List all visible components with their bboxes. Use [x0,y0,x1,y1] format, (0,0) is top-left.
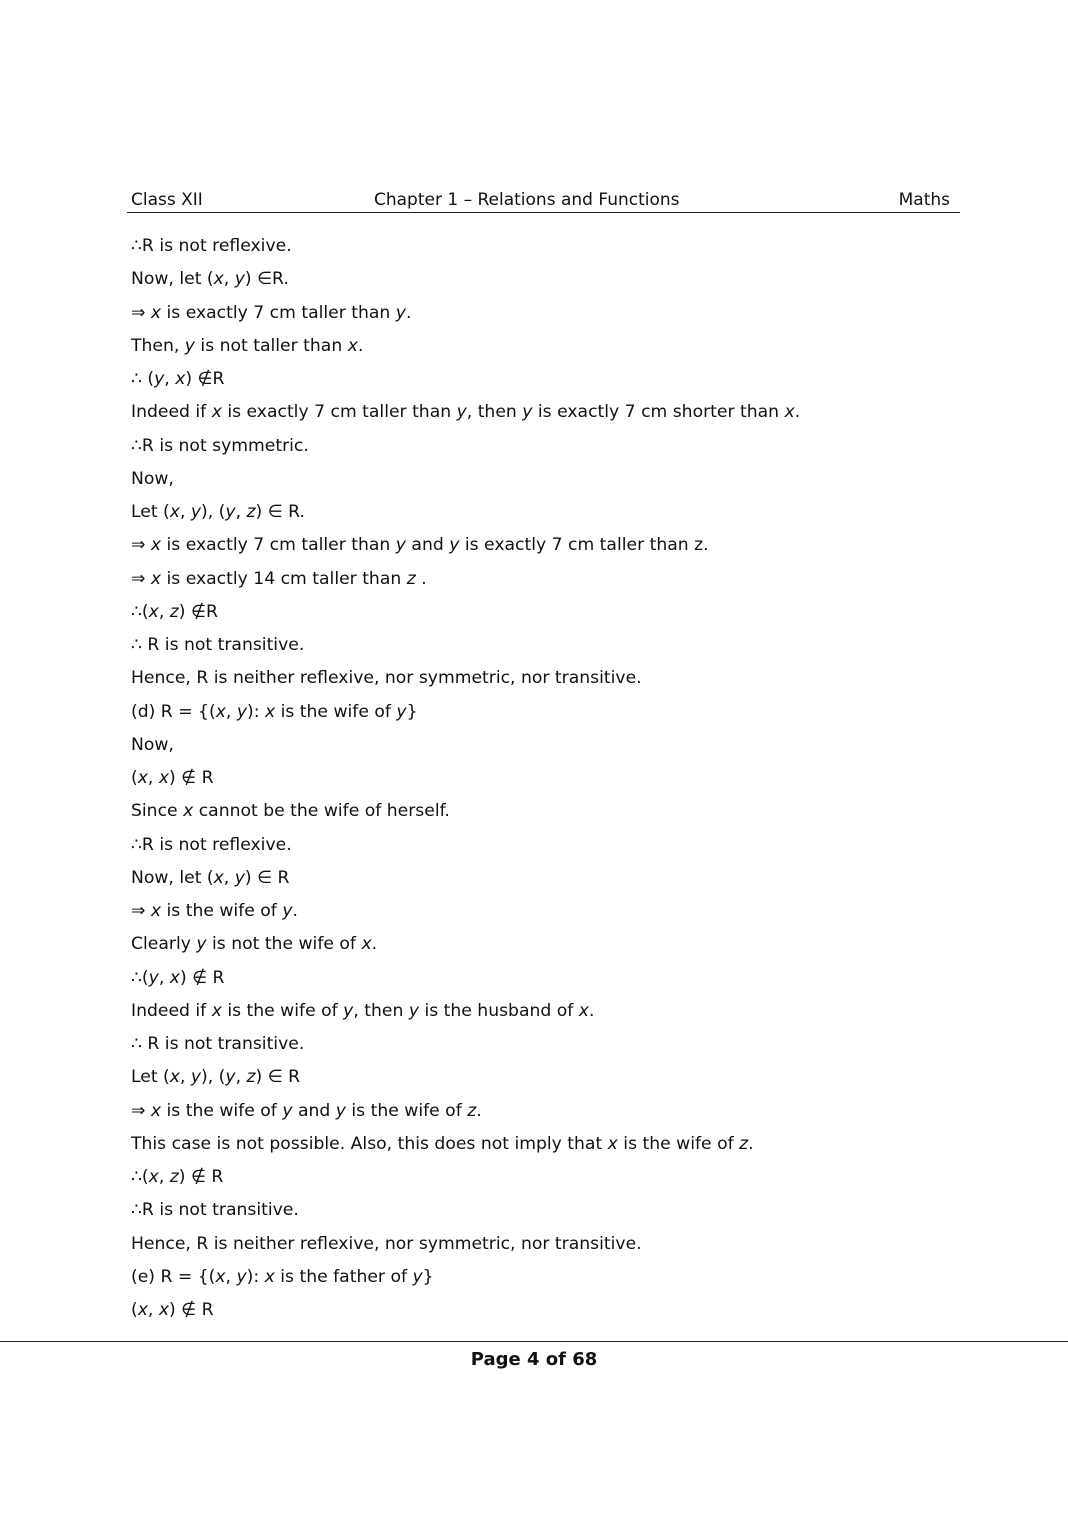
text-segment: ) ∉ R [178,1167,224,1187]
text-segment: . [748,1133,754,1154]
math-variable: y [395,535,406,556]
class-label: Class XII [131,190,203,210]
text-segment: } [406,701,418,722]
text-segment: , [223,867,235,888]
text-line [131,899,971,932]
text-segment: , [147,768,159,788]
math-variable: y [184,335,195,356]
math-variable: x [183,801,194,822]
text-segment: is exactly 7 cm taller than [221,402,457,423]
math-variable: y [522,402,533,423]
text-line [131,666,971,699]
math-variable: y [282,901,293,921]
text-line [131,400,971,433]
text-segment: is the wife of [275,701,397,722]
text-segment: is exactly 7 cm taller than [161,535,396,556]
text-segment: . [405,302,412,323]
text-segment: . [588,1000,595,1021]
text-segment: , [147,1300,159,1320]
text-line [131,1065,971,1098]
math-variable: x [175,369,186,389]
math-variable: x [137,768,148,788]
math-variable: x [784,402,795,423]
text-segment: ) ∉ R [169,768,214,788]
text-segment: ∴ R is not transitive. [131,1034,305,1054]
math-variable: x [578,1000,589,1021]
text-segment: cannot be the wife of herself. [193,801,450,822]
text-segment: is the wife of [345,1100,468,1121]
math-variable: y [236,701,247,722]
page-number: Page 4 of 68 [470,1349,598,1370]
math-variable: y [282,1100,293,1121]
text-line [131,700,971,733]
text-segment: Let ( [131,1067,170,1088]
math-variable: y [190,1067,202,1088]
text-segment: , then [466,402,523,423]
text-line [131,1298,971,1331]
text-line [131,1165,971,1198]
text-segment: is not taller than [194,335,348,356]
text-line [131,434,971,467]
text-segment: ) ∉ R [169,1300,214,1320]
text-segment: is the wife of [161,901,283,921]
math-variable: y [395,302,406,323]
math-variable: x [347,335,358,356]
math-variable: y [190,502,202,522]
math-variable: x [211,1000,222,1021]
math-variable: x [150,1100,162,1121]
text-segment: ( [131,768,138,788]
math-variable: x [215,701,226,722]
math-variable: x [211,402,222,423]
math-variable: y [148,967,159,988]
text-segment: Indeed if [131,402,212,423]
text-line [131,1099,971,1132]
text-segment: . [415,568,427,589]
text-segment: This case is not possible. Also, this does not imply that [131,1133,608,1154]
text-segment: is the wife of [617,1133,740,1154]
text-line [131,334,971,367]
text-segment: Then, [131,335,185,356]
text-segment: , [223,269,235,290]
math-variable: z [467,1100,477,1121]
text-segment: . [292,901,298,921]
math-variable: y [408,1000,419,1021]
text-segment: , [225,701,237,722]
math-variable: x [158,768,169,788]
text-segment: ): [246,701,265,722]
text-segment: Since [131,801,184,822]
text-segment: is the wife of [161,1100,283,1121]
text-line [131,833,971,866]
text-segment: , [179,502,191,522]
text-segment: ⇒ [131,535,151,556]
math-variable: x [215,1266,226,1287]
math-variable: y [396,701,407,722]
text-segment: ∴ ( [131,369,155,389]
math-variable: x [148,1167,159,1187]
text-segment: ⇒ [131,901,151,921]
math-variable: x [158,1300,169,1320]
text-segment: ⇒ [131,568,151,589]
math-variable: x [169,502,180,522]
text-line [131,600,971,633]
document-body [131,234,971,1331]
text-line [131,467,971,500]
math-variable: x [148,601,159,622]
text-segment: ): [246,1266,265,1287]
text-segment: is exactly 7 cm shorter than [532,402,785,423]
text-line [131,301,971,334]
text-line [131,766,971,799]
text-line [131,932,971,965]
text-segment: ∴R is not reflexive. [131,834,292,855]
math-variable: x [150,901,162,921]
math-variable: z [169,601,179,622]
page-header [127,189,960,213]
text-line [131,500,971,533]
text-segment: ∴R is not symmetric. [131,435,309,456]
text-segment: is exactly 7 cm taller than [161,302,396,323]
math-variable: y [234,867,245,888]
text-segment: ) ∉R [178,601,218,622]
math-variable: z [246,1067,256,1088]
text-line [131,799,971,832]
text-segment: Now, [131,734,174,755]
math-variable: z [246,502,256,522]
text-segment: ∴ R is not transitive. [131,635,305,655]
text-segment: ∴( [131,967,149,988]
text-segment: is the husband of [418,1000,579,1021]
text-segment: ) ∈ R [244,867,290,888]
text-segment: ⇒ [131,1100,151,1121]
text-segment: ∴( [131,1167,149,1187]
text-segment: , [158,1167,170,1187]
text-line [131,367,971,400]
text-segment: Now, let ( [131,867,214,888]
text-segment: , then [353,1000,409,1021]
text-segment: , [158,967,170,988]
text-segment: , [164,369,176,389]
text-line [131,1132,971,1165]
math-variable: y [412,1266,423,1287]
text-segment: is exactly 7 cm taller than z. [459,535,709,556]
text-segment: ∴( [131,601,149,622]
text-line [131,1232,971,1265]
math-variable: x [150,568,162,589]
text-line [131,234,971,267]
math-variable: x [264,701,276,722]
text-segment: . [371,934,378,955]
text-segment: Let ( [131,502,170,522]
text-segment: is not the wife of [206,934,362,955]
text-segment: ) ∉ R [179,967,225,988]
math-variable: z [406,568,416,589]
text-line [131,533,971,566]
text-segment: , [225,1266,237,1287]
math-variable: y [225,1067,236,1088]
text-segment: Indeed if [131,1000,212,1021]
text-segment: Now, [131,468,174,489]
text-segment: is exactly 14 cm taller than [161,568,407,589]
math-variable: y [456,402,467,423]
text-segment: , [179,1067,191,1088]
text-line [131,633,971,666]
text-segment: ∴R is not transitive. [131,1200,299,1221]
text-segment: Hence, R is neither reflexive, nor symmetric, nor transitive. [131,668,642,689]
text-segment: Hence, R is neither reflexive, nor symmetric, nor transitive. [131,1233,642,1254]
math-variable: x [213,867,224,888]
text-segment: Clearly [131,934,197,955]
text-segment: , [235,1067,247,1088]
math-variable: x [137,1300,148,1320]
math-variable: x [213,269,224,290]
math-variable: y [236,1266,247,1287]
text-line [131,1032,971,1065]
text-segment: (d) R = {( [131,701,216,722]
math-variable: x [150,535,162,556]
text-segment: . [794,402,801,423]
subject-label: Maths [898,190,950,210]
text-segment: ) ∉R [185,369,225,389]
math-variable: y [335,1100,346,1121]
text-segment: (e) R = {( [131,1266,216,1287]
text-segment: , [158,601,170,622]
math-variable: x [169,1067,180,1088]
text-segment: . [357,335,364,356]
text-segment: ) ∈ R [255,1067,301,1088]
math-variable: y [154,369,165,389]
math-variable: y [343,1000,354,1021]
chapter-title: Chapter 1 – Relations and Functions [374,190,680,210]
text-segment: ⇒ [131,302,151,323]
text-line [131,999,971,1032]
text-segment: ), ( [201,1067,226,1088]
text-segment: . [476,1100,482,1121]
math-variable: x [264,1266,275,1287]
text-segment: ), ( [201,502,226,522]
math-variable: y [225,502,236,522]
text-line [131,567,971,600]
text-line [131,1198,971,1231]
math-variable: y [196,934,207,955]
footer-divider [0,1341,1068,1342]
text-segment: and [405,535,450,556]
text-line [131,966,971,999]
text-segment: is the father of [274,1266,413,1287]
math-variable: y [234,269,245,290]
math-variable: x [150,302,162,323]
math-variable: y [449,535,460,556]
text-segment: ) ∈R. [244,269,289,290]
text-line [131,866,971,899]
math-variable: x [169,967,180,988]
text-line [131,733,971,766]
text-line [131,267,971,300]
text-segment: Now, let ( [131,269,214,290]
math-variable: z [169,1167,179,1187]
text-segment: , [235,502,247,522]
math-variable: x [361,934,372,955]
text-line [131,1265,971,1298]
text-segment: ∴R is not reflexive. [131,236,292,256]
math-variable: x [607,1133,618,1154]
math-variable: z [739,1133,749,1154]
text-segment: } [422,1266,434,1287]
text-segment: and [292,1100,336,1121]
text-segment: ) ∈ R. [255,502,305,522]
text-segment: is the wife of [221,1000,344,1021]
text-segment: ( [131,1300,138,1320]
